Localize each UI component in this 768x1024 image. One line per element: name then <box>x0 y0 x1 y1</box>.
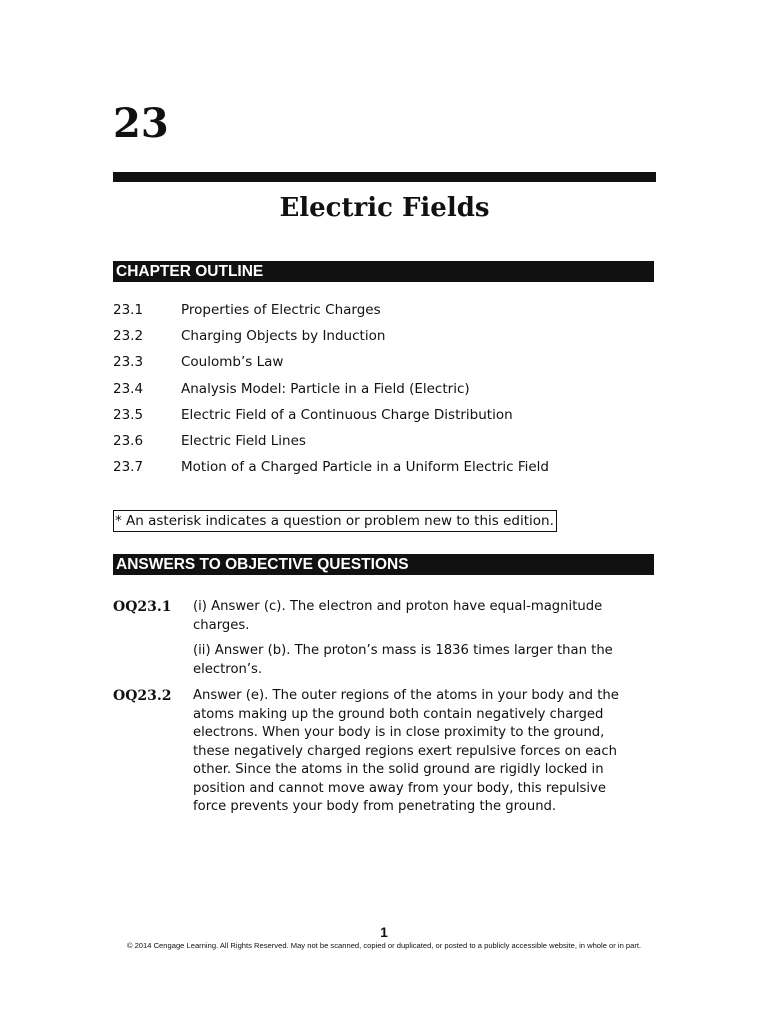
chapter-title: Electric Fields <box>279 193 490 223</box>
outline-item-number: 23.3 <box>113 354 144 371</box>
outline-item <box>113 323 658 349</box>
chapter-number: 23 <box>113 100 169 147</box>
outline-item-number: 23.5 <box>113 406 144 423</box>
answer-paragraph: (ii) Answer (b). The proton’s mass is 1836 times larger than the electron’s. <box>193 643 613 677</box>
outline-item-number: 23.2 <box>113 328 144 345</box>
objective-answers-heading: ANSWERS TO OBJECTIVE QUESTIONS <box>113 554 654 575</box>
outline-item-number: 23.6 <box>113 433 144 450</box>
answer-paragraph: Answer (e). The outer regions of the atoms in your body and the atoms making up the ground both contain negatively charged electrons. When your body is in close proximity to the ground, these negatively charged regions exert repulsive forces on each other. Since the atoms in the solid ground are rigidly locked in position and cannot move away from your body, this repulsive force prevents your body from penetrating the ground. <box>193 688 619 814</box>
outline-item-title: Charging Objects by Induction <box>181 328 386 345</box>
outline-item <box>113 376 658 402</box>
page-number: 1 <box>380 924 388 940</box>
outline-item-title: Analysis Model: Particle in a Field (Electric) <box>181 380 470 397</box>
outline-item <box>113 297 658 323</box>
outline-item-title: Motion of a Charged Particle in a Uniform Electric Field <box>181 459 549 476</box>
outline-item-title: Coulomb’s Law <box>181 354 284 371</box>
answer-paragraph: (i) Answer (c). The electron and proton have equal-magnitude charges. <box>193 599 603 633</box>
outline-item-title: Electric Field Lines <box>181 433 306 450</box>
chapter-rule <box>113 172 656 182</box>
outline-item <box>113 454 658 480</box>
outline-item-number: 23.1 <box>113 302 144 319</box>
question-label: OQ23.2 <box>113 688 172 704</box>
question-label: OQ23.1 <box>113 599 172 615</box>
question-answer <box>193 598 633 686</box>
outline-item-title: Properties of Electric Charges <box>181 302 381 319</box>
copyright-notice: © 2014 Cengage Learning. All Rights Reserved. May not be scanned, copied or duplicated, or posted to a publicly accessible website, in whole or in part. <box>126 941 642 950</box>
chapter-outline-heading: CHAPTER OUTLINE <box>113 261 654 282</box>
question-answer <box>193 687 633 824</box>
asterisk-note: * An asterisk indicates a question or problem new to this edition. <box>113 510 557 532</box>
chapter-outline-list <box>113 297 658 480</box>
outline-item-number: 23.4 <box>113 380 144 397</box>
outline-item-number: 23.7 <box>113 459 144 476</box>
outline-item <box>113 428 658 454</box>
outline-item <box>113 349 658 375</box>
outline-item-title: Electric Field of a Continuous Charge Distribution <box>181 406 513 423</box>
outline-item <box>113 402 658 428</box>
